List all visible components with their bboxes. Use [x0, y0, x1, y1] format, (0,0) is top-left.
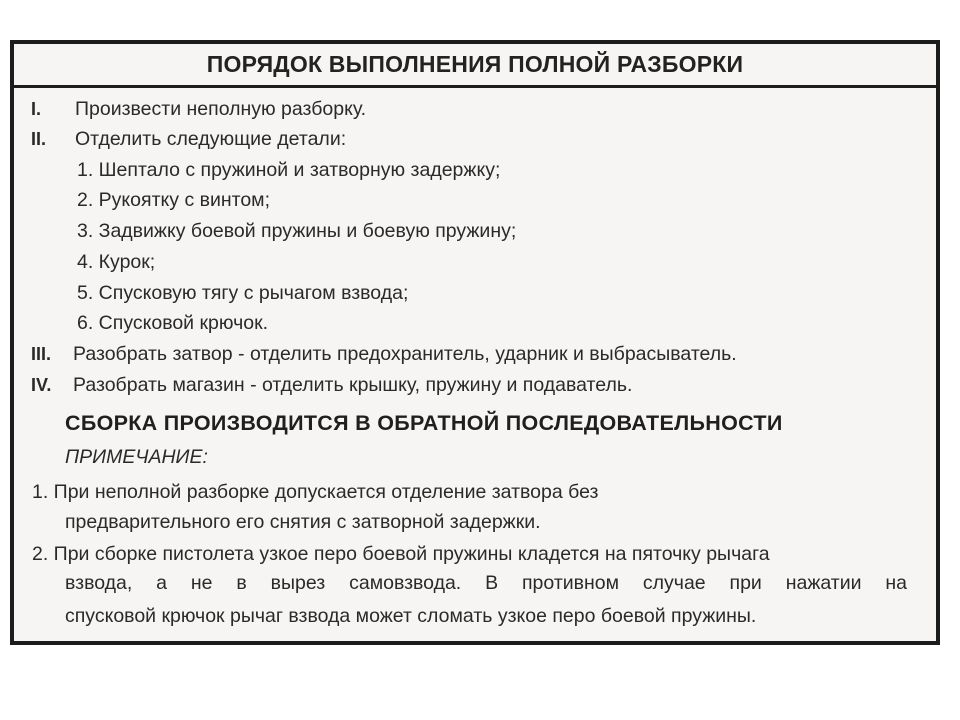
note-text: 2. При сборке пистолета узкое перо боевой пружины кладется на пяточку рычага: [32, 543, 770, 565]
step-number: III.: [31, 344, 52, 364]
part-text: 1. Шептало с пружиной и затворную задержку;: [77, 159, 501, 181]
title-bar: [14, 44, 936, 88]
note-text: 1. При неполной разборке допускается отделение затвора без: [32, 481, 599, 503]
part-text: 6. Спусковой крючок.: [77, 312, 269, 334]
page-title: ПОРЯДОК ВЫПОЛНЕНИЯ ПОЛНОЙ РАЗБОРКИ: [206, 51, 744, 77]
step-text: Произвести неполную разборку.: [75, 98, 367, 120]
step-number: II.: [31, 129, 47, 149]
instruction-card: [10, 40, 940, 645]
step-number: IV.: [31, 375, 52, 395]
part-text: 4. Курок;: [77, 251, 156, 273]
part-text: 3. Задвижку боевой пружины и боевую пружину;: [77, 220, 517, 242]
assembly-heading: СБОРКА ПРОИЗВОДИТСЯ В ОБРАТНОЙ ПОСЛЕДОВАТЕЛЬНОСТИ: [65, 411, 783, 435]
note-text: спусковой крючок рычаг взвода может сломать узкое перо боевой пружины.: [65, 605, 757, 627]
note-text: предварительного его снятия с затворной задержки.: [65, 511, 541, 533]
note-heading: ПРИМЕЧАНИЕ:: [65, 446, 208, 468]
step-text: Разобрать затвор - отделить предохранитель, ударник и выбрасыватель.: [73, 343, 737, 365]
part-text: 2. Рукоятку с винтом;: [77, 189, 271, 211]
step-number: I.: [31, 99, 42, 119]
part-text: 5. Спусковую тягу с рычагом взвода;: [77, 282, 409, 304]
step-text: Разобрать магазин - отделить крышку, пружину и подаватель.: [73, 374, 633, 396]
step-text: Отделить следующие детали:: [75, 128, 347, 150]
note-2-line-2: взвода, а не в вырез самовзвода. В противном случае при нажатии на: [65, 572, 907, 594]
